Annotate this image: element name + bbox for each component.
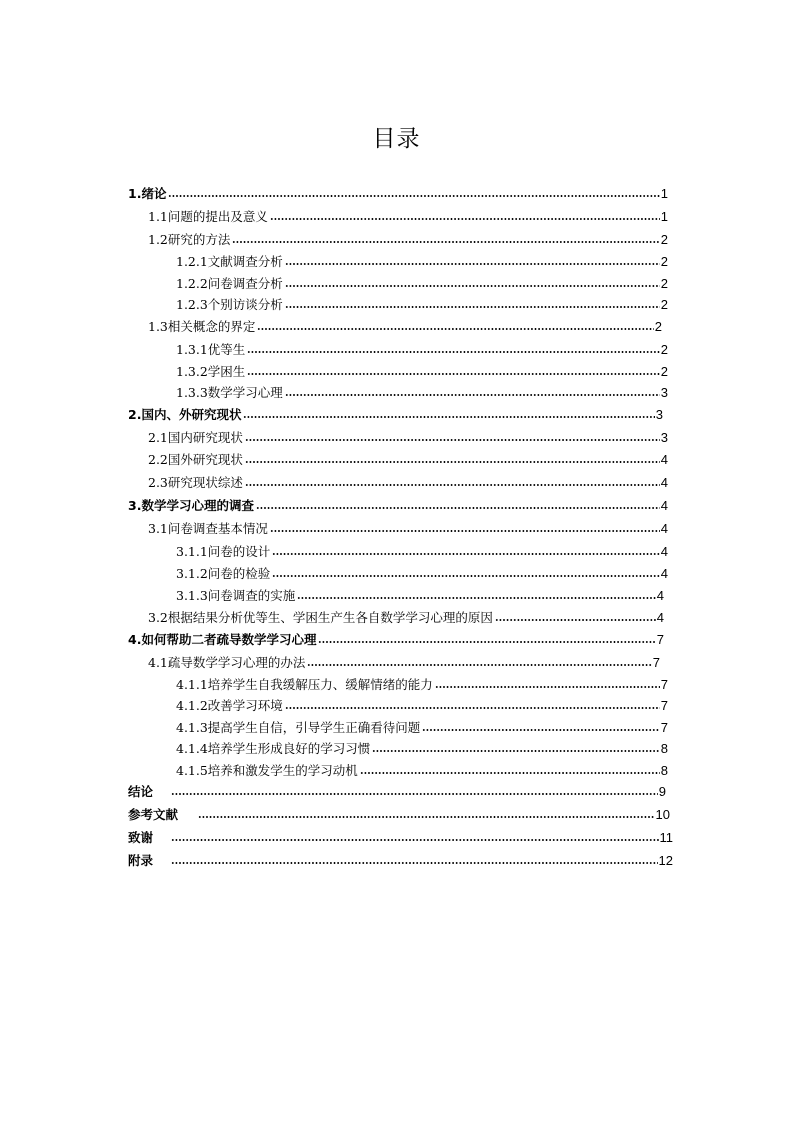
toc-entry[interactable] — [176, 712, 668, 734]
toc-entry[interactable] — [176, 246, 668, 268]
toc-leader-dots — [247, 373, 659, 375]
toc-entry-page: 4 — [660, 566, 668, 581]
toc-entry-label: 3.1.1问卷的设计 — [176, 543, 271, 559]
toc-entry-page: 2 — [660, 342, 668, 357]
toc-entry[interactable] — [176, 690, 668, 712]
toc-entry[interactable] — [148, 201, 668, 223]
toc-entry-page: 1 — [660, 209, 668, 224]
toc-entry-label: 致谢 — [128, 829, 154, 845]
toc-entry-label: 结论 — [128, 783, 154, 799]
toc-entry-label: 3.1.3问卷调查的实施 — [176, 587, 296, 603]
toc-entry-page: 2 — [660, 297, 668, 312]
toc-entry-page: 3 — [660, 385, 668, 400]
toc-entry-page: 9 — [658, 784, 666, 799]
toc-entry[interactable] — [148, 467, 668, 489]
toc-entry-label: 3.1问卷调查基本情况 — [148, 520, 268, 536]
toc-entry-page: 2 — [660, 232, 668, 247]
toc-entry-label: 1.2研究的方法 — [148, 231, 231, 247]
toc-leader-dots — [272, 575, 659, 577]
toc-leader-dots — [495, 619, 656, 621]
toc-entry-label: 1.3.2学困生 — [176, 363, 246, 379]
toc-entry-label: 4.1.3提高学生自信，引导学生正确看待问题 — [176, 719, 421, 735]
toc-entry[interactable] — [148, 602, 664, 624]
toc-entry-label: 2.2国外研究现状 — [148, 451, 243, 467]
toc-leader-dots — [285, 285, 660, 287]
page-title: 目录 — [372, 126, 421, 152]
toc-entry[interactable] — [176, 356, 668, 378]
toc-entry-page: 4 — [660, 452, 668, 467]
toc-entry-label: 3.2根据结果分析优等生、学困生产生各自数学学习心理的原因 — [148, 609, 493, 625]
toc-entry-label: 1.2.1文献调查分析 — [176, 253, 283, 269]
toc-entry-label: 4.1.5培养和激发学生的学习动机 — [176, 762, 358, 778]
toc-entry[interactable] — [128, 624, 664, 646]
toc-entry-label: 1.2.3个别访谈分析 — [176, 296, 283, 312]
toc-entry[interactable] — [148, 513, 668, 535]
toc-entry-label: 附录 — [128, 852, 154, 868]
toc-entry-page: 8 — [660, 763, 668, 778]
toc-entry-label: 1.1问题的提出及意义 — [148, 208, 268, 224]
toc-entry[interactable] — [148, 224, 668, 246]
toc-entry-page: 4 — [656, 610, 664, 625]
toc-entry-label: 4.1.2改善学习环境 — [176, 697, 283, 713]
toc-leader-dots — [171, 793, 658, 795]
toc-leader-dots — [257, 328, 653, 330]
toc-entry[interactable] — [176, 755, 668, 777]
toc-leader-dots — [245, 461, 660, 463]
toc-leader-dots — [318, 641, 655, 643]
toc-entry-page: 4 — [660, 498, 668, 513]
toc-entry-page: 12 — [658, 853, 673, 868]
toc-entry-label: 1.3.1优等生 — [176, 341, 246, 357]
toc-entry-page: 4 — [656, 588, 664, 603]
toc-leader-dots — [272, 553, 659, 555]
toc-leader-dots — [360, 772, 660, 774]
toc-entry-label: 4.1.1培养学生自我缓解压力、缓解情绪的能力 — [176, 676, 433, 692]
toc-entry-page: 2 — [660, 254, 668, 269]
toc-entry-label: 2.国内、外研究现状 — [128, 406, 242, 422]
toc-entry[interactable] — [128, 178, 668, 200]
toc-entry[interactable] — [128, 799, 670, 821]
toc-entry[interactable] — [176, 580, 664, 602]
toc-leader-dots — [168, 195, 659, 197]
toc-entry[interactable] — [176, 669, 668, 691]
toc-entry[interactable] — [176, 733, 668, 755]
toc-entry[interactable] — [128, 822, 673, 844]
toc-entry[interactable] — [128, 845, 673, 867]
toc-leader-dots — [422, 729, 659, 731]
toc-leader-dots — [285, 394, 660, 396]
toc-entry[interactable] — [128, 776, 666, 798]
toc-entry-label: 3.数学学习心理的调查 — [128, 497, 254, 513]
toc-entry-page: 8 — [660, 741, 668, 756]
toc-entry-page: 11 — [659, 830, 673, 845]
toc-entry-page: 7 — [652, 655, 660, 670]
toc-leader-dots — [435, 686, 660, 688]
toc-leader-dots — [297, 597, 655, 599]
toc-leader-dots — [256, 507, 660, 509]
toc-entry[interactable] — [176, 558, 668, 580]
toc-leader-dots — [285, 306, 660, 308]
toc-entry[interactable] — [176, 536, 668, 558]
toc-entry-label: 1.2.2问卷调查分析 — [176, 275, 283, 291]
toc-leader-dots — [243, 416, 654, 418]
toc-entry-page: 7 — [660, 720, 668, 735]
toc-entry-page: 2 — [654, 319, 662, 334]
toc-entry-label: 2.1国内研究现状 — [148, 429, 243, 445]
toc-entry[interactable] — [128, 490, 668, 512]
toc-entry-page: 4 — [660, 521, 668, 536]
toc-entry-label: 4.如何帮助二者疏导数学学习心理 — [128, 631, 317, 647]
toc-entry-page: 2 — [660, 364, 668, 379]
toc-entry-label: 3.1.2问卷的检验 — [176, 565, 271, 581]
toc-entry-label: 4.1.4培养学生形成良好的学习习惯 — [176, 740, 371, 756]
toc-leader-dots — [245, 439, 660, 441]
toc-leader-dots — [270, 530, 660, 532]
toc-entry[interactable] — [148, 647, 660, 669]
toc-entry-page: 3 — [655, 407, 663, 422]
toc-leader-dots — [232, 241, 659, 243]
toc-entry-label: 1.3.3数学学习心理 — [176, 384, 283, 400]
toc-entry[interactable] — [148, 422, 668, 444]
toc-entry-page: 4 — [660, 544, 668, 559]
toc-leader-dots — [171, 839, 658, 841]
toc-entry-page: 1 — [660, 186, 668, 201]
toc-entry-label: 1.3相关概念的界定 — [148, 318, 256, 334]
toc-entry[interactable] — [176, 334, 668, 356]
toc-entry-page: 7 — [660, 698, 668, 713]
toc-leader-dots — [247, 351, 659, 353]
toc-entry-page: 3 — [660, 430, 668, 445]
toc-entry-page: 7 — [660, 677, 668, 692]
toc-entry-label: 2.3研究现状综述 — [148, 474, 243, 490]
toc-leader-dots — [372, 750, 659, 752]
toc-entry-page: 4 — [660, 475, 668, 490]
toc-entry-page: 7 — [656, 632, 664, 647]
toc-entry[interactable] — [176, 289, 668, 311]
toc-entry[interactable] — [176, 268, 668, 290]
toc-leader-dots — [307, 664, 651, 666]
toc-leader-dots — [285, 707, 660, 709]
toc-entry[interactable] — [128, 399, 663, 421]
toc-entry[interactable] — [176, 377, 668, 399]
toc-entry-label: 参考文献 — [128, 806, 179, 822]
toc-entry[interactable] — [148, 444, 668, 466]
toc-entry-page: 10 — [655, 807, 670, 822]
toc-leader-dots — [171, 862, 658, 864]
toc-leader-dots — [198, 816, 655, 818]
toc-leader-dots — [245, 484, 660, 486]
toc-leader-dots — [285, 263, 660, 265]
toc-entry-label: 1.绪论 — [128, 185, 167, 201]
toc-leader-dots — [270, 218, 660, 220]
toc-entry[interactable] — [148, 311, 662, 333]
toc-entry-page: 2 — [660, 276, 668, 291]
toc-entry-label: 4.1疏导数学学习心理的办法 — [148, 654, 306, 670]
